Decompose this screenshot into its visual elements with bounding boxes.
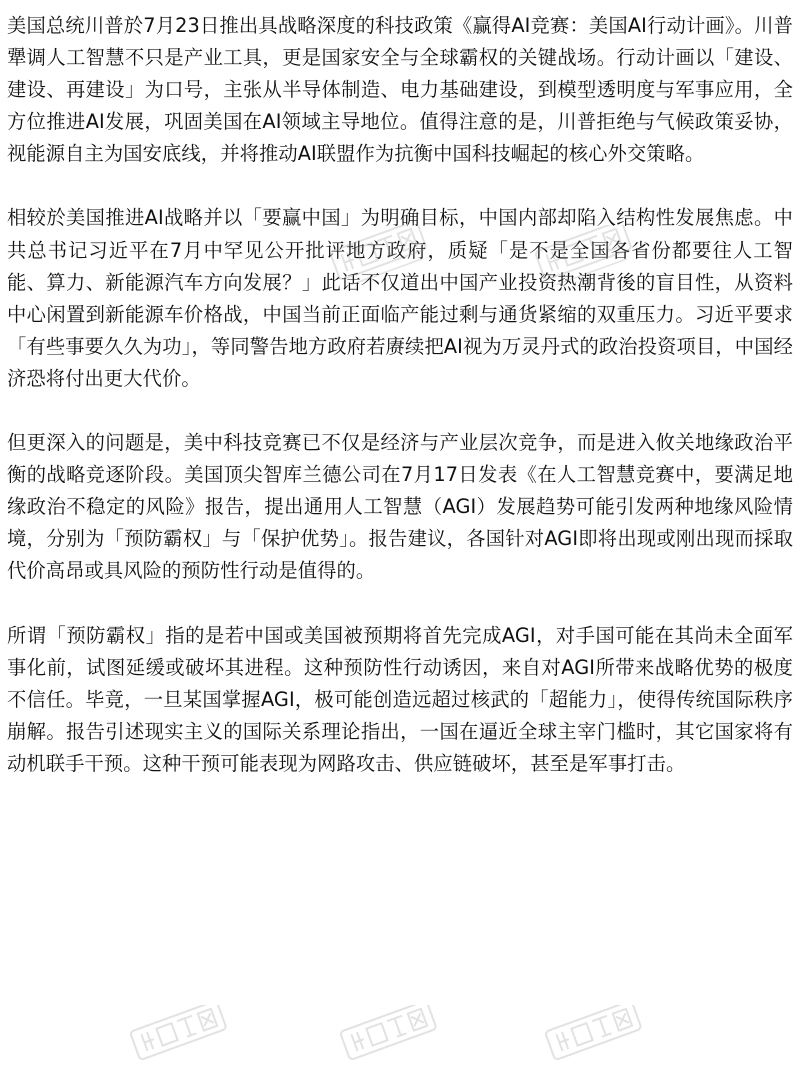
paragraph-2: 相较於美国推进AI战略并以「要赢中国」为明确目标，中国内部却陷入结构性发展焦虑。中共总书记习近平在7月中罕见公开批评地方政府，质疑「是不是全国各省份都要往人工智能、算力、新能源汽车方向发展？」此话不仅道出中国产业投资热潮背後的盲目性，从资料中心闲置到新能源车价格战，中国当前正面临产能过剩与通货紧缩的双重压力。习近平要求「有些事要久久为功」，等同警告地方政府若赓续把AI视为万灵丹式的政治投资项目，中国经济恐将付出更大代价。: [7, 206, 793, 390]
watermark-logo: [330, 1005, 450, 1065]
article-body: [7, 0, 793, 780]
paragraph-4: 所谓「预防霸权」指的是若中国或美国被预期将首先完成AGI，对手国可能在其尚未全面军事化前，试图延缓或破坏其进程。这种预防性行动诱因，来自对AGI所带来战略优势的极度不信任。毕竟，一旦某国掌握AGI，极可能创造远超过核武的「超能力」，使得传统国际秩序崩解。报告引述现实主义的国际关系理论指出，一国在逼近全球主宰门槛时，其它国家将有动机联手干预。这种干预可能表现为网路攻击、供应链破坏，甚至是军事打击。: [7, 623, 793, 775]
watermark-logo: [535, 1005, 655, 1065]
watermark-logo: [120, 1005, 240, 1065]
paragraph-1: 美国总统川普於7月23日推出具战略深度的科技政策《赢得AI竞赛：美国AI行动计画》。川普犟调人工智慧不只是产业工具，更是国家安全与全球霸权的关键战场。行动计画以「建设、建设、再建设」为口号，主张从半导体制造、电力基础建设，到模型透明度与军事应用，全方位推进AI发展，巩固美国在AI领域主导地位。值得注意的是，川普拒绝与气候政策妥协，视能源自主为国安底线，并将推动AI联盟作为抗衡中国科技崛起的核心外交策略。: [7, 14, 793, 166]
paragraph-3: 但更深入的问题是，美中科技竞赛已不仅是经济与产业层次竞争，而是进入攸关地缘政治平衡的战略竞逐阶段。美国顶尖智库兰德公司在7月17日发表《在人工智慧竞赛中，要满足地缘政治不稳定的风险》报告，提出通用人工智慧（AGI）发展趋势可能引发两种地缘风险情境，分别为「预防霸权」与「保护优势」。报告建议，各国针对AGI即将出现或刚出现而採取代价高昂或具风险的预防性行动是值得的。: [7, 431, 793, 583]
